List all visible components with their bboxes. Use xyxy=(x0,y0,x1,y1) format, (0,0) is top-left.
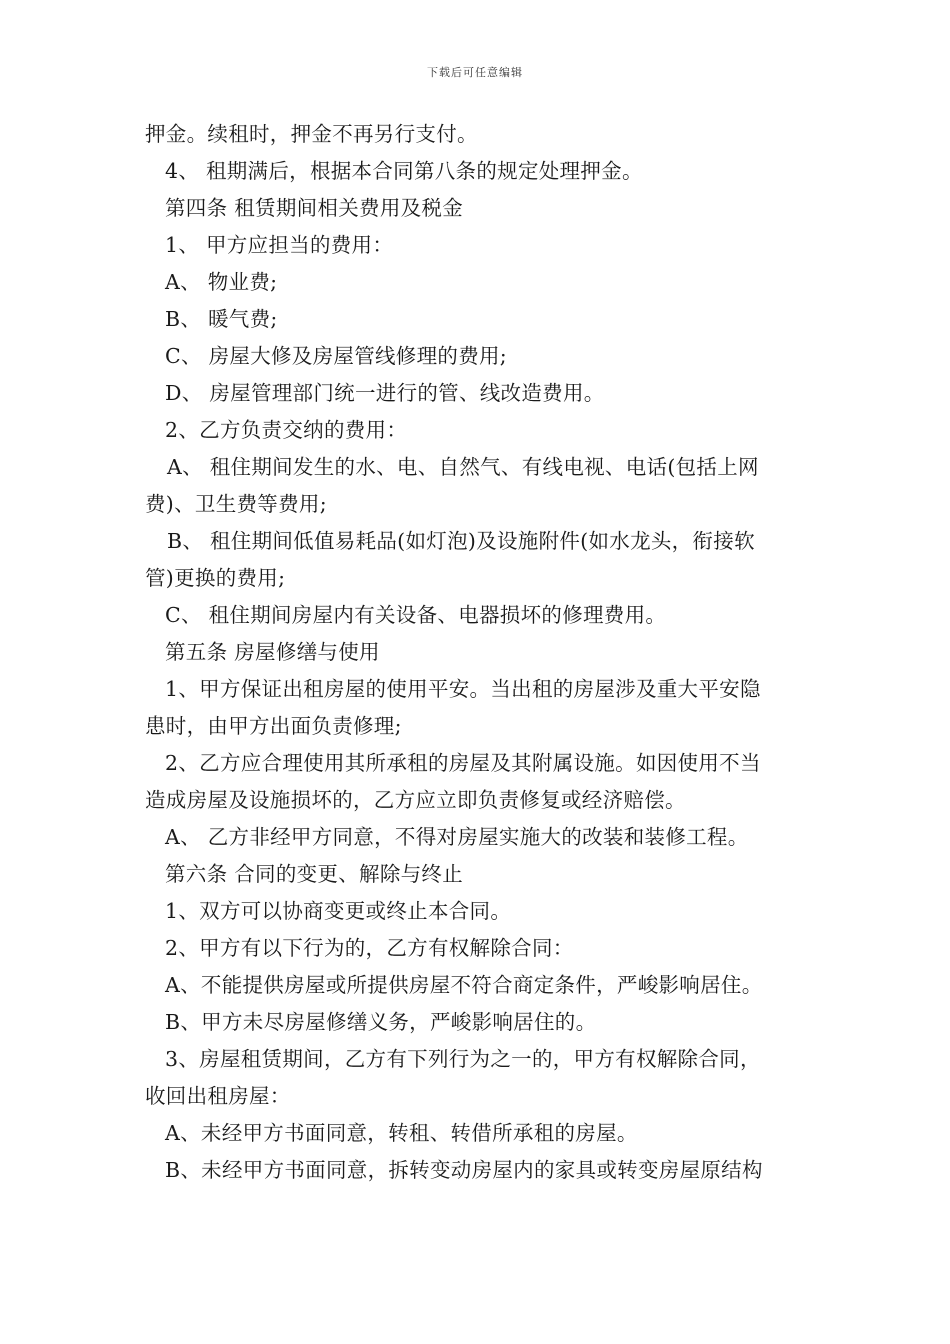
text-line: B、未经甲方书面同意，拆转变动房屋内的家具或转变房屋原结构 xyxy=(165,1158,763,1182)
text-line: 2、甲方有以下行为的，乙方有权解除合同： xyxy=(165,936,574,960)
text-line: D、 房屋管理部门统一进行的管、线改造费用。 xyxy=(165,381,605,405)
text-line: B、甲方未尽房屋修缮义务，严峻影响居住的。 xyxy=(165,1010,597,1034)
text-line: 2、乙方应合理使用其所承租的房屋及其附属设施。如因使用不当 xyxy=(165,751,761,775)
text-line: B、 租住期间低值易耗品(如灯泡)及设施附件(如水龙头，衔接软 xyxy=(167,529,755,553)
text-line: 费)、卫生费等费用; xyxy=(145,492,327,516)
text-line: A、未经甲方书面同意，转租、转借所承租的房屋。 xyxy=(165,1121,638,1145)
text-line: 3、房屋租赁期间，乙方有下列行为之一的，甲方有权解除合同， xyxy=(165,1047,761,1071)
text-line: C、 租住期间房屋内有关设备、电器损坏的修理费用。 xyxy=(165,603,667,627)
text-line: B、 暖气费; xyxy=(165,307,278,331)
text-line: A、 租住期间发生的水、电、自然气、有线电视、电话(包括上网 xyxy=(167,455,759,479)
text-line: 1、 甲方应担当的费用： xyxy=(165,233,394,257)
section-heading: 第五条 房屋修缮与使用 xyxy=(165,640,380,664)
section-heading: 第六条 合同的变更、解除与终止 xyxy=(165,862,464,886)
text-line: 造成房屋及设施损坏的，乙方应立即负责修复或经济赔偿。 xyxy=(145,788,686,812)
text-line: A、不能提供房屋或所提供房屋不符合商定条件，严峻影响居住。 xyxy=(165,973,763,997)
text-line: 管)更换的费用; xyxy=(145,566,286,590)
text-line: 押金。续租时，押金不再另行支付。 xyxy=(145,122,478,146)
page-header: 下载后可任意编辑 xyxy=(427,66,523,79)
text-line: 患时，由甲方出面负责修理; xyxy=(145,714,402,738)
document-body xyxy=(145,116,810,1189)
text-line: 4、 租期满后，根据本合同第八条的规定处理押金。 xyxy=(165,159,643,183)
text-line: 收回出租房屋： xyxy=(145,1084,291,1108)
text-line: C、 房屋大修及房屋管线修理的费用; xyxy=(165,344,508,368)
text-line: A、 乙方非经甲方同意，不得对房屋实施大的改装和装修工程。 xyxy=(165,825,749,849)
text-line: A、 物业费; xyxy=(165,270,278,294)
text-line: 1、双方可以协商变更或终止本合同。 xyxy=(165,899,512,923)
text-line: 1、甲方保证出租房屋的使用平安。当出租的房屋涉及重大平安隐 xyxy=(165,677,761,701)
section-heading: 第四条 租赁期间相关费用及税金 xyxy=(165,196,464,220)
text-line: 2、乙方负责交纳的费用： xyxy=(165,418,408,442)
